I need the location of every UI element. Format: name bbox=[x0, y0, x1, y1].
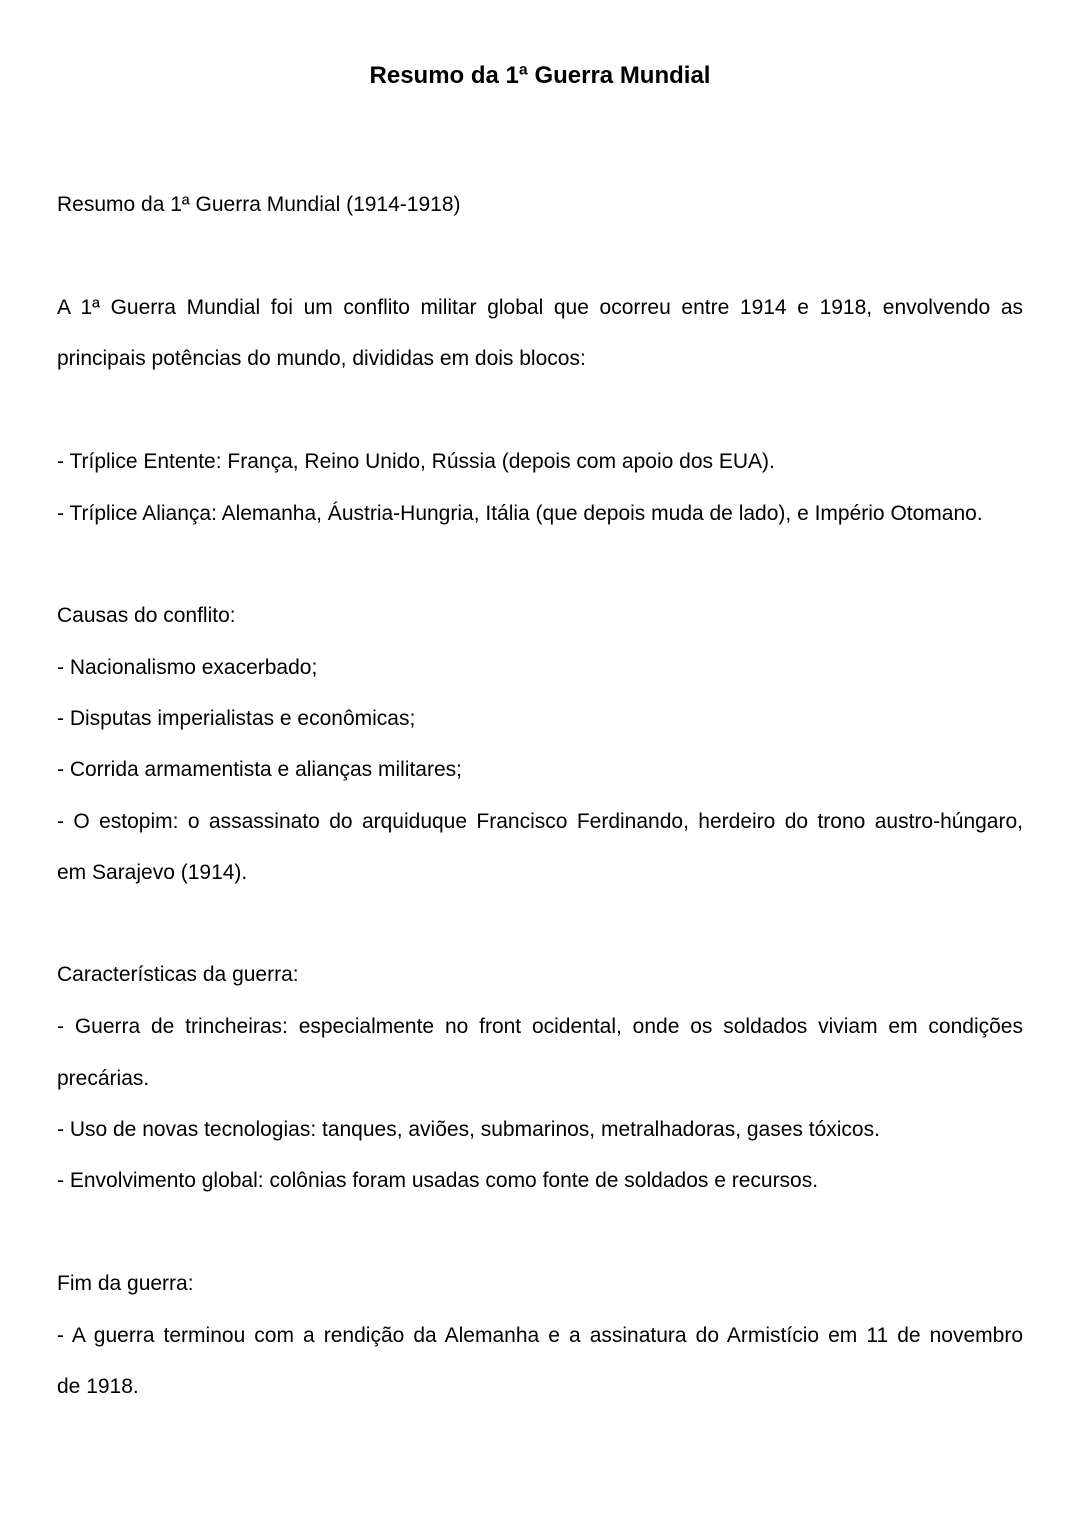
cause-item: - Corrida armamentista e alianças militares; bbox=[57, 758, 462, 781]
intro-line: principais potências do mundo, divididas em dois blocos: bbox=[57, 347, 586, 370]
bloc-item: - Tríplice Aliança: Alemanha, Áustria-Hungria, Itália (que depois muda de lado), e Império Otomano. bbox=[57, 502, 983, 525]
document-title: Resumo da 1ª Guerra Mundial bbox=[369, 62, 711, 89]
causes-heading: Causas do conflito: bbox=[57, 604, 236, 627]
cause-item: - Disputas imperialistas e econômicas; bbox=[57, 707, 416, 730]
end-item: de 1918. bbox=[57, 1375, 139, 1398]
characteristic-item: - Envolvimento global: colônias foram usadas como fonte de soldados e recursos. bbox=[57, 1169, 819, 1192]
end-heading: Fim da guerra: bbox=[57, 1272, 194, 1295]
characteristic-item: - Guerra de trincheiras: especialmente no front ocidental, onde os soldados viviam em condições bbox=[57, 1015, 1023, 1038]
bloc-item: - Tríplice Entente: França, Reino Unido, Rússia (depois com apoio dos EUA). bbox=[57, 450, 775, 473]
cause-item: - Nacionalismo exacerbado; bbox=[57, 656, 318, 679]
characteristic-item: - Uso de novas tecnologias: tanques, aviões, submarinos, metralhadoras, gases tóxicos. bbox=[57, 1118, 880, 1141]
characteristics-heading: Características da guerra: bbox=[57, 963, 299, 986]
cause-item: - O estopim: o assassinato do arquiduque Francisco Ferdinando, herdeiro do trono austro-húngaro, bbox=[57, 810, 1023, 833]
intro-line: A 1ª Guerra Mundial foi um conflito militar global que ocorreu entre 1914 e 1918, envolvendo as bbox=[57, 296, 1023, 319]
characteristic-item: precárias. bbox=[57, 1067, 150, 1090]
cause-item: em Sarajevo (1914). bbox=[57, 861, 248, 884]
end-item: - A guerra terminou com a rendição da Alemanha e a assinatura do Armistício em 11 de novembro bbox=[57, 1324, 1023, 1347]
subtitle: Resumo da 1ª Guerra Mundial (1914-1918) bbox=[57, 193, 461, 216]
